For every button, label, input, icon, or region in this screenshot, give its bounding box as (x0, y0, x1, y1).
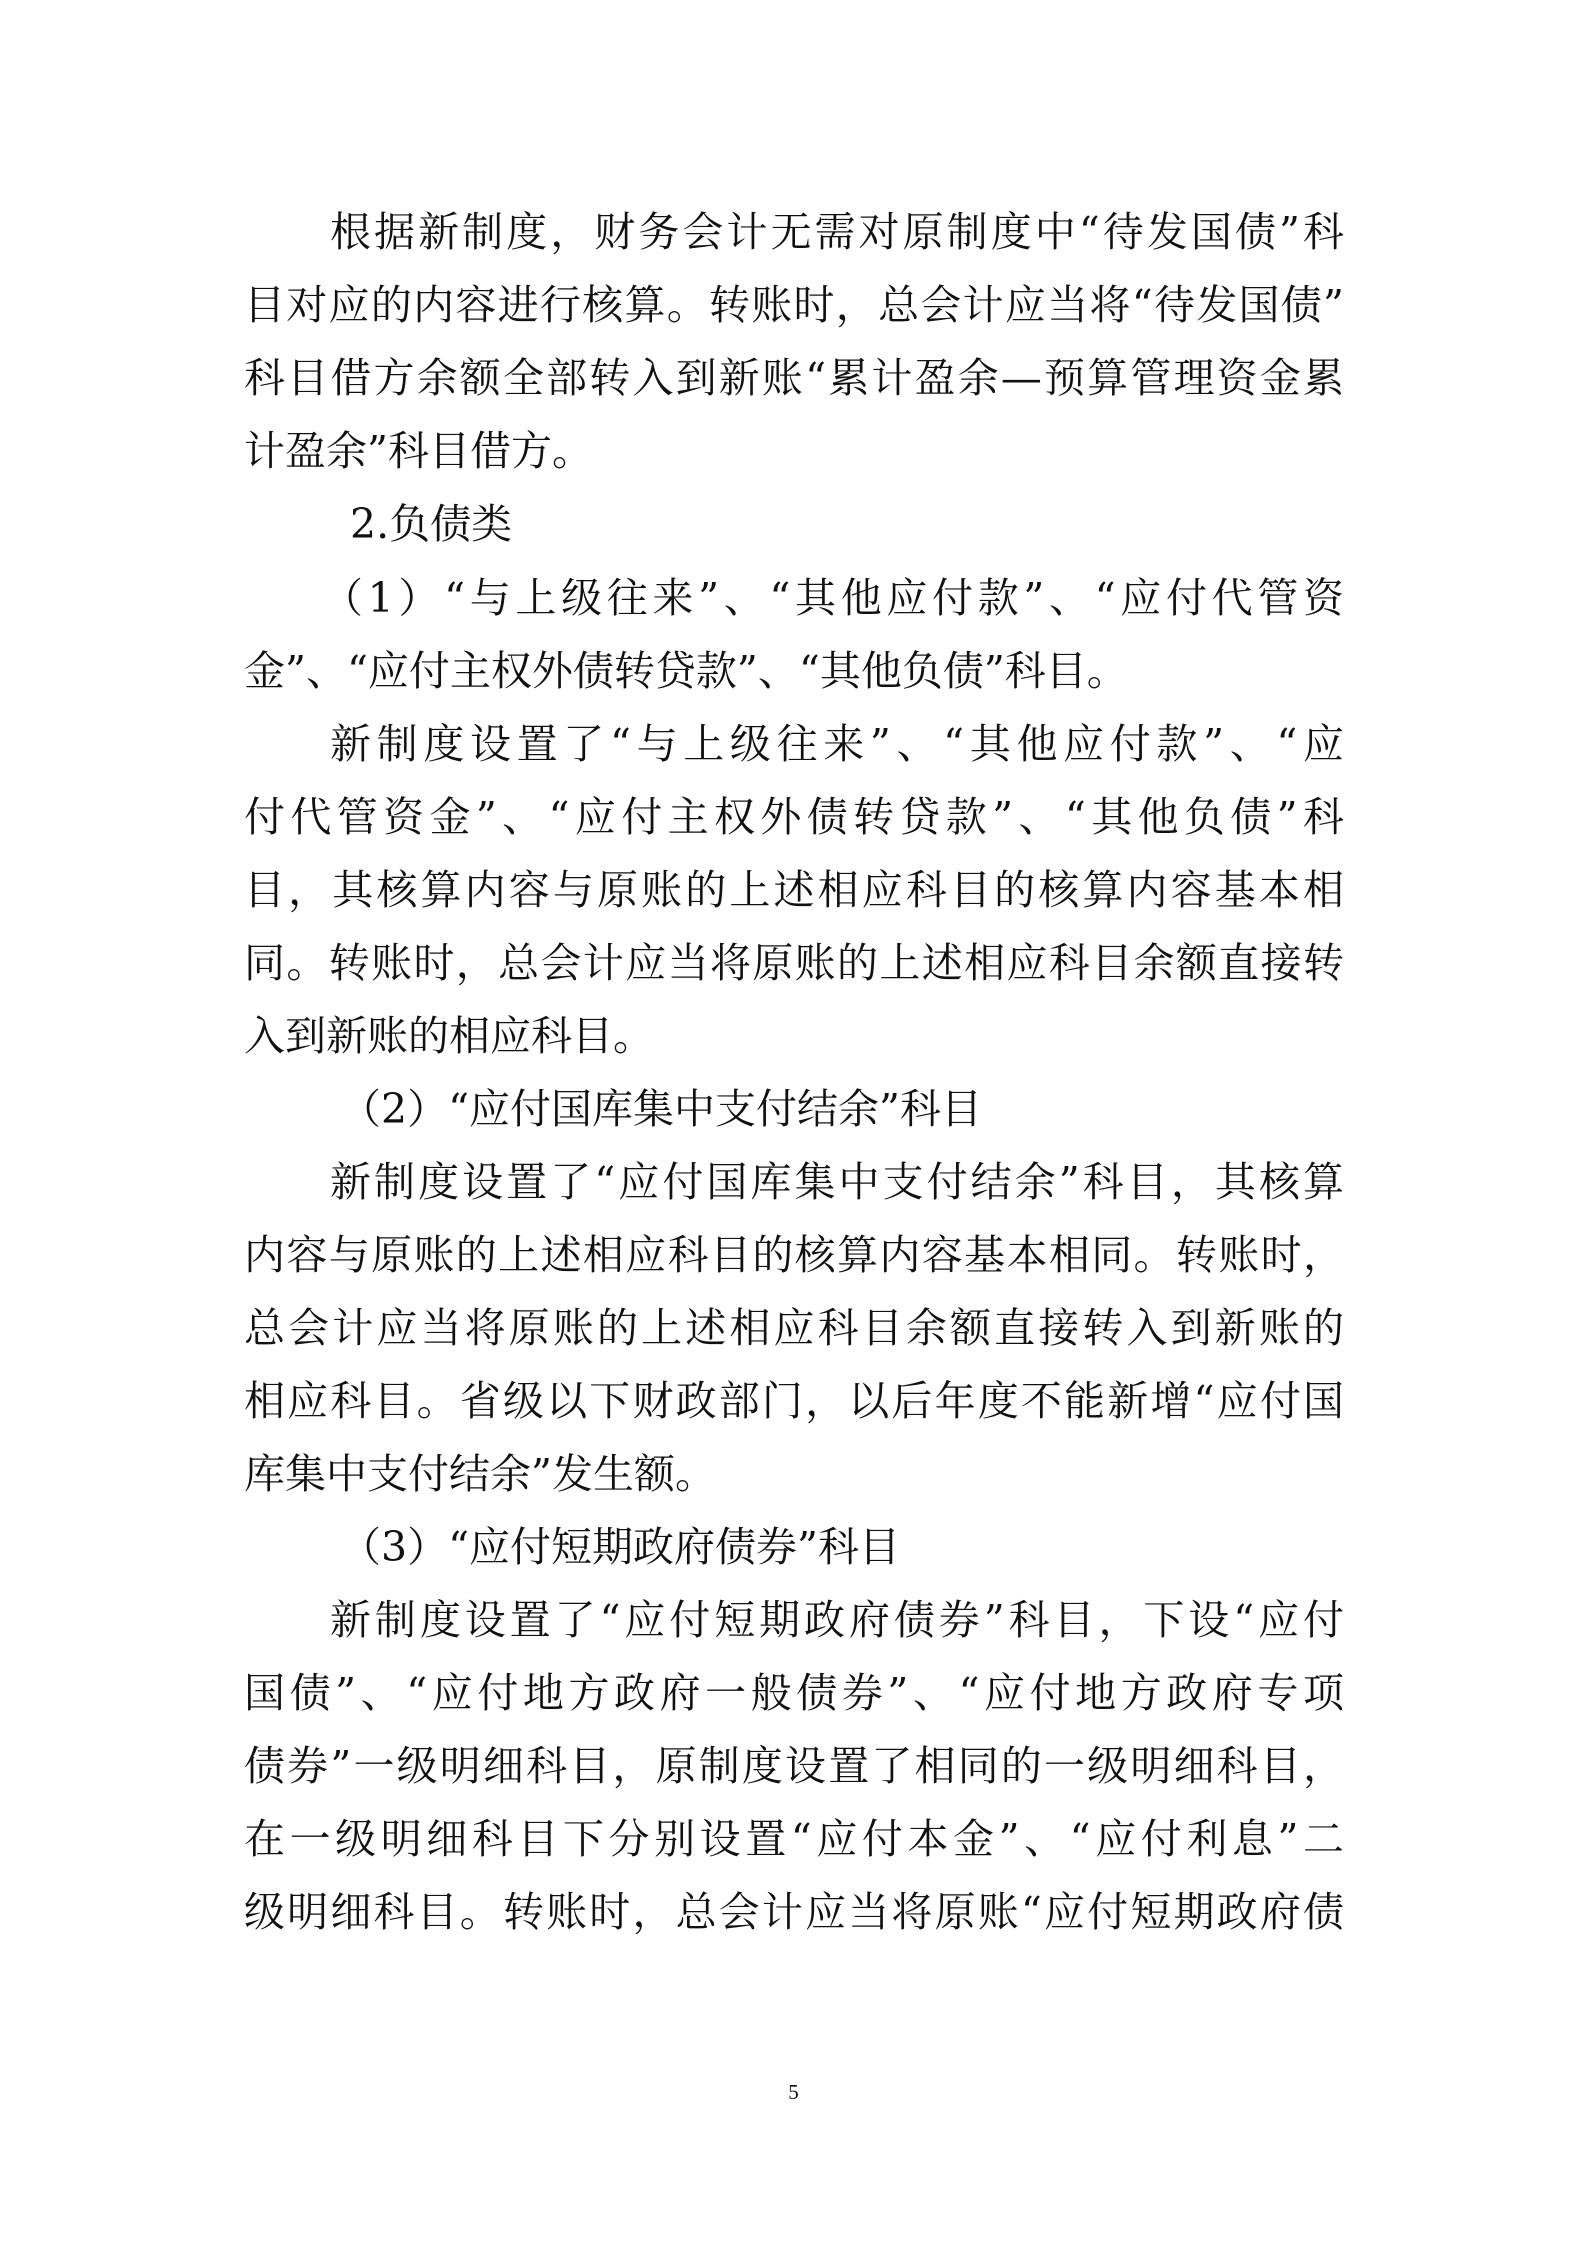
subsection-heading-continuation: 金”、“应付主权外债转贷款”、“其他负债”科目。 (244, 647, 1128, 695)
paragraph-line: 入到新账的相应科目。 (244, 1012, 654, 1060)
paragraph-line: 目对应的内容进行核算。转账时，总会计应当将“待发国债” (244, 281, 1344, 329)
section-heading: 2.负债类 (350, 500, 513, 548)
paragraph-line: 国债”、“应付地方政府一般债券”、“应付地方政府专项 (244, 1669, 1344, 1717)
paragraph-line: 新制度设置了“应付国库集中支付结余”科目，其核算 (330, 1158, 1344, 1206)
paragraph-line: 目，其核算内容与原账的上述相应科目的核算内容基本相 (244, 866, 1344, 914)
paragraph-line: 在一级明细科目下分别设置“应付本金”、“应付利息”二 (244, 1815, 1344, 1863)
paragraph-line: 新制度设置了“应付短期政府债券”科目，下设“应付 (330, 1596, 1344, 1644)
paragraph-line: 库集中支付结余”发生额。 (244, 1450, 716, 1498)
page-number: 5 (788, 2080, 799, 2104)
subsection-heading: （1）“与上级往来”、“其他应付款”、“应付代管资 (322, 574, 1344, 622)
paragraph-line: 债券”一级明细科目，原制度设置了相同的一级明细科目， (244, 1742, 1344, 1790)
subsection-heading: （2）“应付国库集中支付结余”科目 (340, 1085, 983, 1133)
paragraph-line: 相应科目。省级以下财政部门，以后年度不能新增“应付国 (244, 1377, 1344, 1425)
paragraph-line: 根据新制度，财务会计无需对原制度中“待发国债”科 (330, 208, 1344, 256)
paragraph-line: 内容与原账的上述相应科目的核算内容基本相同。转账时， (244, 1231, 1344, 1279)
subsection-heading: （3）“应付短期政府债券”科目 (340, 1523, 901, 1571)
paragraph-line: 计盈余”科目借方。 (244, 427, 593, 475)
paragraph-line: 同。转账时，总会计应当将原账的上述相应科目余额直接转 (244, 939, 1344, 987)
paragraph-line: 科目借方余额全部转入到新账“累计盈余—预算管理资金累 (244, 354, 1344, 402)
paragraph-line: 新制度设置了“与上级往来”、“其他应付款”、“应 (330, 720, 1344, 768)
paragraph-line: 总会计应当将原账的上述相应科目余额直接转入到新账的 (244, 1304, 1344, 1352)
paragraph-line: 级明细科目。转账时，总会计应当将原账“应付短期政府债 (244, 1888, 1344, 1936)
paragraph-line: 付代管资金”、“应付主权外债转贷款”、“其他负债”科 (244, 793, 1344, 841)
